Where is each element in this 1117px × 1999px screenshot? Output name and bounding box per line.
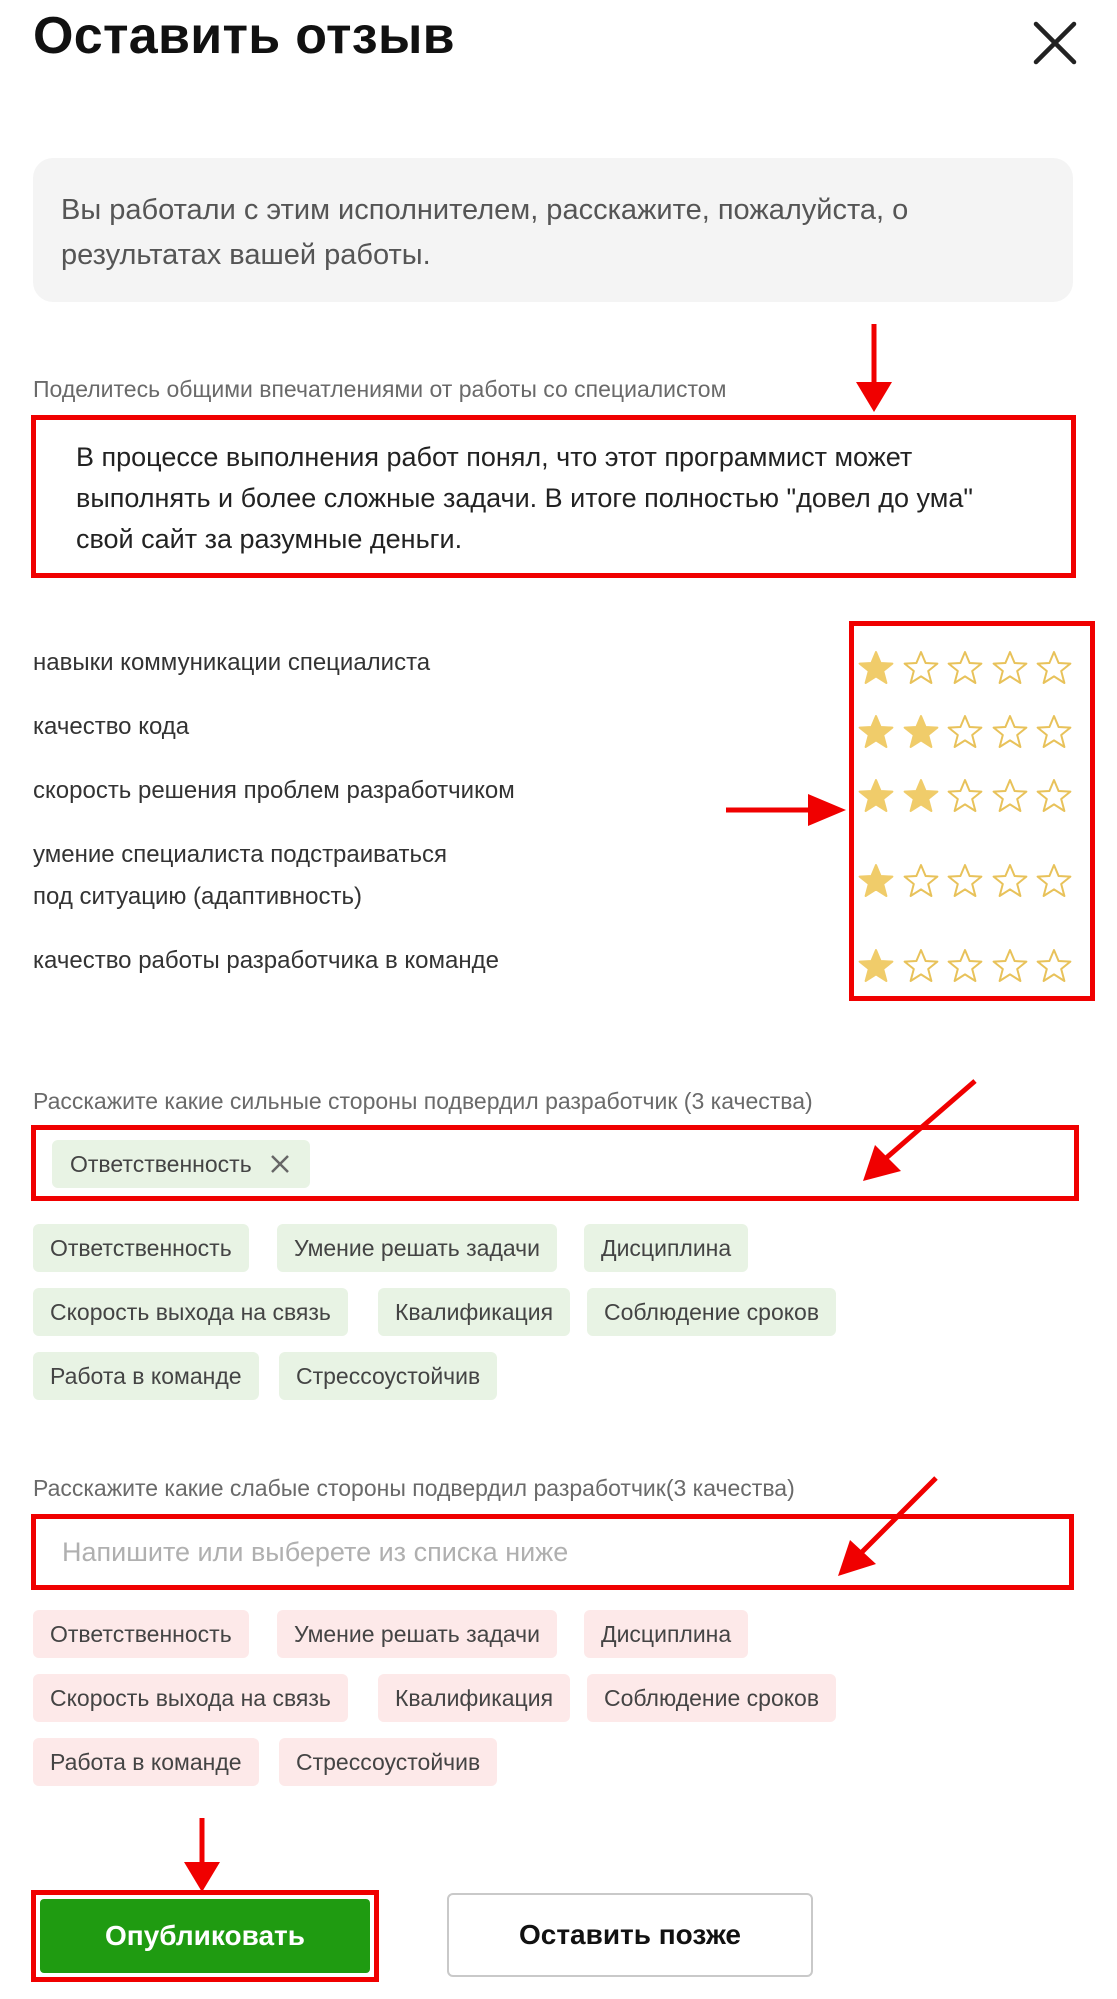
annotation-arrow-publish bbox=[178, 1816, 226, 1894]
star-empty-icon[interactable] bbox=[992, 948, 1028, 984]
star-rating-problem-speed[interactable] bbox=[854, 778, 1100, 822]
weakness-option-teamwork[interactable]: Работа в команде bbox=[33, 1738, 259, 1786]
star-empty-icon[interactable] bbox=[992, 863, 1028, 899]
strength-option-responsibility[interactable]: Ответственность bbox=[33, 1224, 249, 1272]
ratings-stars-box bbox=[849, 621, 1095, 1001]
star-empty-icon[interactable] bbox=[992, 714, 1028, 750]
leave-later-button[interactable]: Оставить позже bbox=[447, 1893, 813, 1977]
weakness-option-problem-solving[interactable]: Умение решать задачи bbox=[277, 1610, 557, 1658]
strength-option-qualification[interactable]: Квалификация bbox=[378, 1288, 570, 1336]
weakness-option-response-speed[interactable]: Скорость выхода на связь bbox=[33, 1674, 348, 1722]
close-icon bbox=[1028, 16, 1082, 70]
star-rating-adaptability[interactable] bbox=[854, 863, 1100, 907]
star-empty-icon[interactable] bbox=[1036, 778, 1072, 814]
annotation-arrow-ratings bbox=[724, 790, 849, 830]
star-empty-icon[interactable] bbox=[947, 650, 983, 686]
star-filled-icon[interactable] bbox=[903, 714, 939, 750]
publish-button-highlight bbox=[31, 1890, 379, 1982]
rating-label-code-quality: качество кода bbox=[33, 713, 190, 740]
star-filled-icon[interactable] bbox=[858, 650, 894, 686]
strength-option-teamwork[interactable]: Работа в команде bbox=[33, 1352, 259, 1400]
star-empty-icon[interactable] bbox=[992, 650, 1028, 686]
star-filled-icon[interactable] bbox=[858, 714, 894, 750]
star-empty-icon[interactable] bbox=[903, 650, 939, 686]
rating-label-problem-speed: скорость решения проблем разработчиком bbox=[33, 777, 515, 804]
star-empty-icon[interactable] bbox=[903, 948, 939, 984]
selected-chip-strength bbox=[52, 1140, 310, 1188]
star-rating-code-quality[interactable] bbox=[854, 714, 1100, 758]
info-banner: Вы работали с этим исполнителем, расскажите, пожалуйста, о результатах вашей работы. bbox=[33, 158, 1073, 302]
publish-button[interactable]: Опубликовать bbox=[40, 1899, 370, 1973]
strength-option-deadlines[interactable]: Соблюдение сроков bbox=[587, 1288, 836, 1336]
star-empty-icon[interactable] bbox=[1036, 948, 1072, 984]
strength-option-problem-solving[interactable]: Умение решать задачи bbox=[277, 1224, 557, 1272]
strength-option-discipline[interactable]: Дисциплина bbox=[584, 1224, 748, 1272]
star-filled-icon[interactable] bbox=[858, 948, 894, 984]
remove-chip-icon[interactable] bbox=[266, 1150, 294, 1178]
weakness-option-discipline[interactable]: Дисциплина bbox=[584, 1610, 748, 1658]
modal-title: Оставить отзыв bbox=[33, 7, 455, 65]
star-empty-icon[interactable] bbox=[947, 863, 983, 899]
selected-chip-label: Ответственность bbox=[70, 1150, 252, 1177]
weaknesses-label: Расскажите какие слабые стороны подвердил разработчик(3 качества) bbox=[33, 1475, 795, 1501]
star-empty-icon[interactable] bbox=[1036, 714, 1072, 750]
strength-option-response-speed[interactable]: Скорость выхода на связь bbox=[33, 1288, 348, 1336]
weakness-option-responsibility[interactable]: Ответственность bbox=[33, 1610, 249, 1658]
star-empty-icon[interactable] bbox=[1036, 650, 1072, 686]
weakness-option-stress-resistant[interactable]: Стрессоустойчив bbox=[279, 1738, 497, 1786]
star-empty-icon[interactable] bbox=[947, 778, 983, 814]
review-label: Поделитесь общими впечатлениями от работы со специалистом bbox=[33, 376, 727, 402]
star-filled-icon[interactable] bbox=[858, 778, 894, 814]
strengths-input[interactable] bbox=[31, 1125, 1079, 1201]
rating-label-adaptability-line2: под ситуацию (адаптивность) bbox=[33, 883, 362, 910]
star-empty-icon[interactable] bbox=[947, 948, 983, 984]
star-rating-communication[interactable] bbox=[854, 650, 1100, 694]
star-rating-teamwork[interactable] bbox=[854, 948, 1100, 992]
rating-label-communication: навыки коммуникации специалиста bbox=[33, 649, 431, 676]
rating-label-adaptability-line1: умение специалиста подстраиваться bbox=[33, 841, 447, 868]
weakness-option-deadlines[interactable]: Соблюдение сроков bbox=[587, 1674, 836, 1722]
annotation-arrow-review bbox=[850, 322, 898, 414]
weaknesses-input[interactable] bbox=[62, 1519, 1043, 1585]
close-button[interactable] bbox=[1028, 16, 1082, 70]
star-empty-icon[interactable] bbox=[947, 714, 983, 750]
rating-label-teamwork: качество работы разработчика в команде bbox=[33, 947, 499, 974]
star-empty-icon[interactable] bbox=[903, 863, 939, 899]
star-empty-icon[interactable] bbox=[1036, 863, 1072, 899]
strengths-label: Расскажите какие сильные стороны подвердил разработчик (3 качества) bbox=[33, 1088, 813, 1114]
weaknesses-input-box bbox=[31, 1514, 1074, 1590]
star-filled-icon[interactable] bbox=[903, 778, 939, 814]
star-empty-icon[interactable] bbox=[992, 778, 1028, 814]
star-filled-icon[interactable] bbox=[858, 863, 894, 899]
review-textarea[interactable]: В процессе выполнения работ понял, что этот программист может выполнять и более сложные задачи. В итоге полностью "довел до ума" свой сайт за разумные деньги. bbox=[31, 415, 1076, 578]
weakness-option-qualification[interactable]: Квалификация bbox=[378, 1674, 570, 1722]
strength-option-stress-resistant[interactable]: Стрессоустойчив bbox=[279, 1352, 497, 1400]
